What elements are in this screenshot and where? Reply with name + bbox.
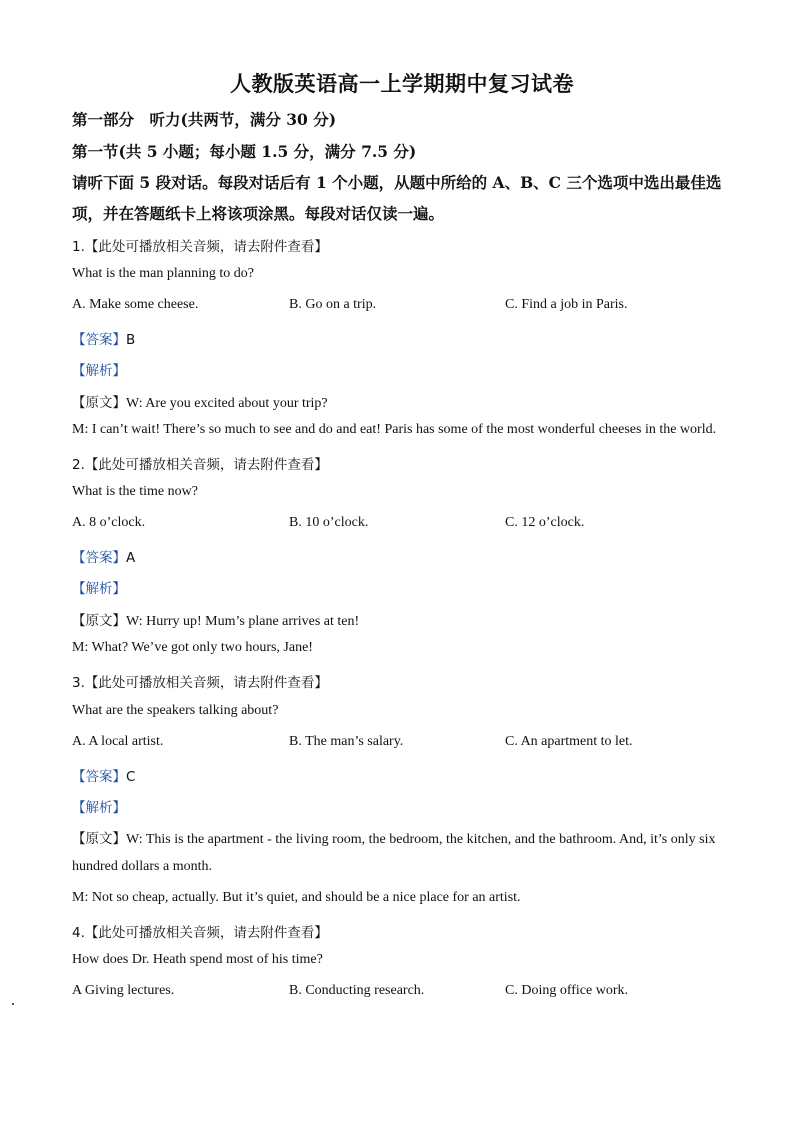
question-3-transcript-1: [72, 827, 715, 848]
original-label: 【原文】: [72, 831, 126, 847]
option-c: C. 12 o’clock.: [505, 515, 585, 530]
option-a: A. A local artist.: [72, 734, 164, 749]
option-a: A. Make some cheese.: [72, 297, 199, 312]
analysis-label: 【解析】: [72, 581, 126, 597]
question-1-transcript-1: [72, 391, 328, 412]
question-3-analysis: [72, 796, 126, 817]
instructions-line-2: 项，并在答题纸卡上将该项涂黑。每段对话仅读一遍。: [72, 204, 445, 223]
option-a: A. 8 o’clock.: [72, 515, 146, 530]
answer-label: 【答案】: [72, 550, 126, 566]
answer-value: A: [126, 550, 136, 566]
answer-value: B: [126, 332, 136, 348]
option-b: B. Go on a trip.: [289, 297, 377, 312]
question-3-answer: [72, 765, 135, 786]
question-1-text: What is the man planning to do?: [72, 266, 254, 281]
question-4-header: [72, 921, 328, 941]
original-label: 【原文】: [72, 395, 126, 411]
question-3-transcript-2: hundred dollars a month.: [72, 859, 212, 874]
question-3-text: What are the speakers talking about?: [72, 703, 279, 718]
question-number: 1.: [72, 239, 85, 255]
question-number: 2.: [72, 457, 85, 473]
analysis-label: 【解析】: [72, 363, 126, 379]
original-label: 【原文】: [72, 613, 126, 629]
part-heading: 第一部分 听力(共两节，满分 30 分): [72, 110, 337, 129]
question-2-analysis: [72, 577, 126, 598]
question-number: 4.: [72, 925, 85, 941]
question-3-header: [72, 671, 328, 691]
option-c: C. Doing office work.: [505, 983, 628, 998]
question-1-analysis: [72, 359, 126, 380]
question-1-header: [72, 235, 328, 255]
option-b: B. 10 o’clock.: [289, 515, 369, 530]
question-2-header: [72, 453, 328, 473]
option-c: C. An apartment to let.: [505, 734, 633, 749]
page-title: 人教版英语高一上学期期中复习试卷: [230, 71, 574, 96]
transcript-text: W: Hurry up! Mum’s plane arrives at ten!: [126, 614, 360, 629]
audio-note: 【此处可播放相关音频，请去附件查看】: [84, 925, 328, 941]
answer-value: C: [126, 769, 136, 785]
question-4-text: How does Dr. Heath spend most of his time?: [72, 952, 323, 967]
audio-note: 【此处可播放相关音频，请去附件查看】: [84, 457, 328, 473]
question-1-answer: [72, 328, 135, 349]
section-heading: 第一节(共 5 小题；每小题 1.5 分，满分 7.5 分): [72, 142, 417, 161]
question-number: 3.: [72, 675, 85, 691]
stray-mark: [12, 1003, 14, 1005]
question-2-transcript-2: M: What? We’ve got only two hours, Jane!: [72, 640, 313, 655]
option-a: A Giving lectures.: [72, 983, 175, 998]
question-1-transcript-2: M: I can’t wait! There’s so much to see and do and eat! Paris has some of the most wonderful cheeses in the world.: [72, 422, 717, 437]
instructions-line-1: 请听下面 5 段对话。每段对话后有 1 个小题，从题中所给的 A、B、C 三个选项中选出最佳选: [72, 173, 722, 192]
analysis-label: 【解析】: [72, 800, 126, 816]
question-2-answer: [72, 546, 135, 567]
option-c: C. Find a job in Paris.: [505, 297, 628, 312]
answer-label: 【答案】: [72, 769, 126, 785]
question-2-transcript-1: [72, 609, 359, 630]
option-b: B. The man’s salary.: [289, 734, 404, 749]
option-b: B. Conducting research.: [289, 983, 425, 998]
transcript-text: W: This is the apartment - the living room, the bedroom, the kitchen, and the bathroom. And, it’s only six: [126, 832, 716, 847]
audio-note: 【此处可播放相关音频，请去附件查看】: [84, 675, 328, 691]
audio-note: 【此处可播放相关音频，请去附件查看】: [84, 239, 328, 255]
question-2-text: What is the time now?: [72, 484, 198, 499]
question-3-transcript-3: M: Not so cheap, actually. But it’s quiet, and should be a nice place for an artist.: [72, 890, 521, 905]
transcript-text: W: Are you excited about your trip?: [126, 396, 328, 411]
answer-label: 【答案】: [72, 332, 126, 348]
